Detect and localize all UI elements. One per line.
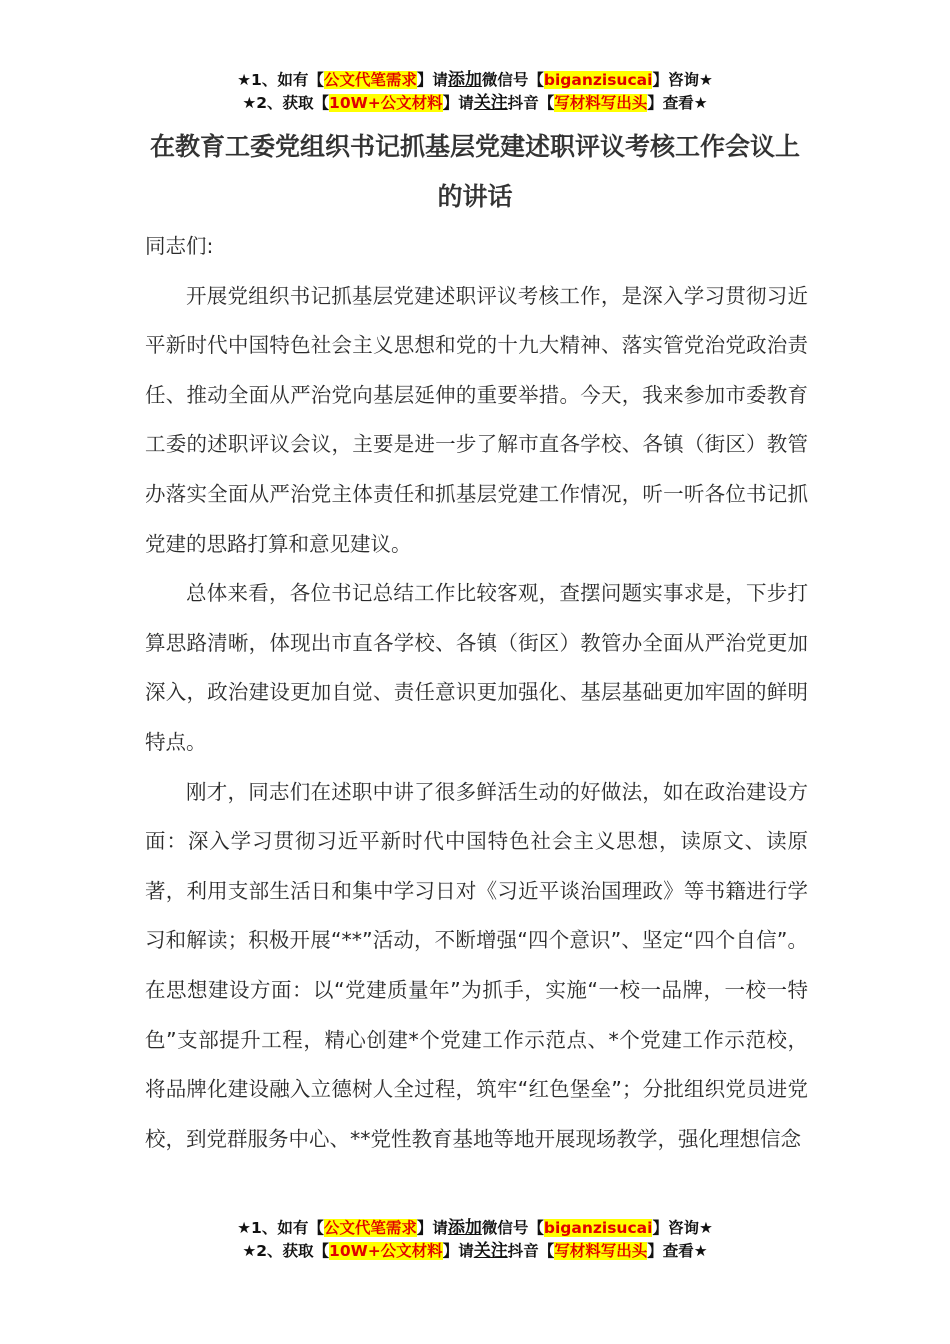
banner-text: 微信号【 bbox=[481, 1219, 544, 1237]
banner-text: 】请 bbox=[416, 1219, 448, 1237]
banner-highlight: 公文代笔需求 bbox=[323, 1219, 417, 1237]
banner-line-2 bbox=[0, 1240, 950, 1263]
banner-emphasis: 添加 bbox=[447, 70, 482, 90]
banner-text: 】请 bbox=[442, 94, 474, 112]
banner-highlight: 10W+公文材料 bbox=[329, 1242, 443, 1260]
banner-text: 】查看★ bbox=[647, 94, 708, 112]
banner-line-1 bbox=[0, 1217, 950, 1240]
banner-text: 抖音【 bbox=[507, 1242, 555, 1260]
banner-highlight: biganzisucai bbox=[543, 1219, 653, 1237]
banner-text: ★1、如有【 bbox=[237, 1219, 324, 1237]
banner-highlight: 10W+公文材料 bbox=[329, 94, 443, 112]
banner-highlight: 写材料写出头 bbox=[554, 94, 648, 112]
document-title: 在教育工委党组织书记抓基层党建述职评议考核工作会议上的讲话 bbox=[149, 132, 800, 211]
banner-text: 】查看★ bbox=[647, 1242, 708, 1260]
banner-emphasis: 关注 bbox=[473, 1241, 508, 1261]
banner-text: ★1、如有【 bbox=[237, 71, 324, 89]
banner-highlight: 写材料写出头 bbox=[554, 1242, 648, 1260]
banner-text: 抖音【 bbox=[507, 94, 555, 112]
banner-line-2 bbox=[0, 92, 950, 115]
banner-line-1 bbox=[0, 69, 950, 92]
banner-highlight: 公文代笔需求 bbox=[323, 71, 417, 89]
paragraph: 刚才，同志们在述职中讲了很多鲜活生动的好做法，如在政治建设方面：深入学习贯彻习近平新时代中国特色社会主义思想，读原文、读原著，利用支部生活日和集中学习日对《习近平谈治国理政》等书籍进行学习和解读；积极开展“**”活动，不断增强“四个意识”、坚定“四个自信”。在思想建设方面：以“党建质量年”为抓手，实施“一校一品牌，一校一特色”支部提升工程，精心创建*个党建工作示范点、*个党建工作示范校，将品牌化建设融入立德树人全过程，筑牢“红色堡垒”；分批组织党员进党校，到党群服务中心、**党性教育基地等地开展现场教学，强化理想信念 bbox=[145, 779, 808, 1151]
greeting: 同志们: bbox=[145, 234, 214, 258]
banner-emphasis: 添加 bbox=[447, 1218, 482, 1238]
document-body bbox=[145, 222, 808, 1164]
banner-emphasis: 关注 bbox=[473, 93, 508, 113]
bottom-banner bbox=[0, 1217, 950, 1263]
banner-text: 微信号【 bbox=[481, 71, 544, 89]
banner-highlight: biganzisucai bbox=[543, 71, 653, 89]
banner-text: 】请 bbox=[416, 71, 448, 89]
banner-text: 】咨询★ bbox=[652, 71, 713, 89]
banner-text: ★2、获取【 bbox=[242, 94, 330, 112]
top-banner bbox=[0, 69, 950, 115]
paragraph: 总体来看，各位书记总结工作比较客观，查摆问题实事求是，下步打算思路清晰，体现出市直各学校、各镇（街区）教管办全面从严治党更加深入，政治建设更加自觉、责任意识更加强化、基层基础更加牢固的鲜明特点。 bbox=[145, 581, 808, 754]
banner-text: 】请 bbox=[442, 1242, 474, 1260]
banner-text: ★2、获取【 bbox=[242, 1242, 330, 1260]
banner-text: 】咨询★ bbox=[652, 1219, 713, 1237]
paragraph: 开展党组织书记抓基层党建述职评议考核工作，是深入学习贯彻习近平新时代中国特色社会主义思想和党的十九大精神、落实管党治党政治责任、推动全面从严治党向基层延伸的重要举措。今天，我来参加市委教育工委的述职评议会议，主要是进一步了解市直各学校、各镇（街区）教管办落实全面从严治党主体责任和抓基层党建工作情况，听一听各位书记抓党建的思路打算和意见建议。 bbox=[145, 283, 808, 556]
